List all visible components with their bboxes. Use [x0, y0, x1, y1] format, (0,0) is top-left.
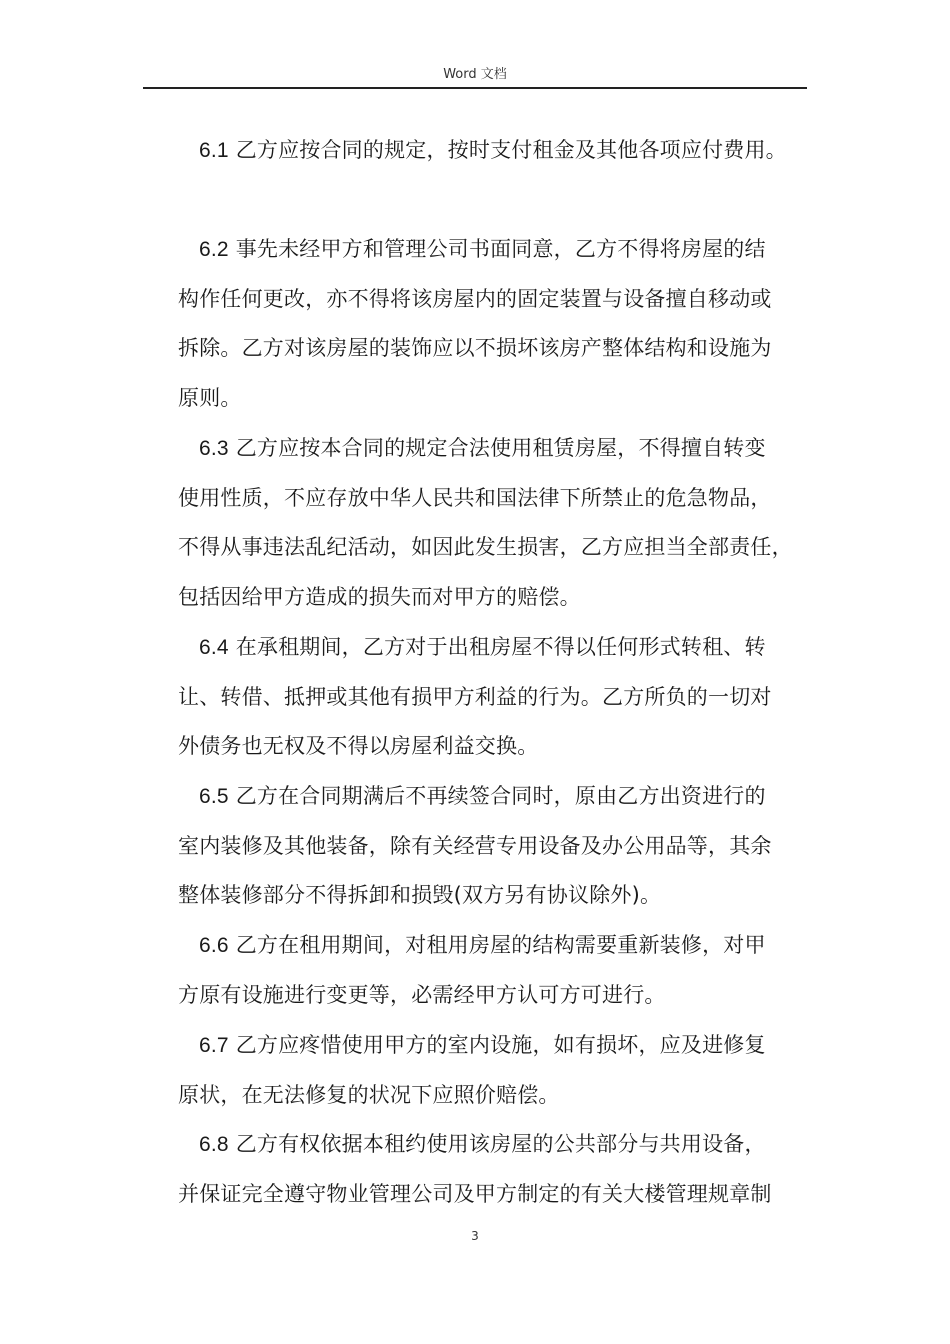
clause-number: 6.4: [199, 636, 229, 659]
clause-6-1: [178, 126, 838, 176]
clause-line: [178, 1120, 838, 1170]
clause-line: [178, 1021, 838, 1071]
clause-6-8: [178, 1120, 838, 1219]
clause-text: 事先未经甲方和管理公司书面同意，乙方不得将房屋的结: [235, 237, 766, 261]
clause-number: 6.6: [199, 934, 229, 957]
clause-line: 方原有设施进行变更等，必需经甲方认可方可进行。: [178, 982, 666, 1007]
clause-6-7: [178, 1021, 838, 1120]
clause-line: 不得从事违法乱纪活动，如因此发生损害，乙方应担当全部责任，: [178, 535, 793, 560]
clause-line: 室内装修及其他装备，除有关经营专用设备及办公用品等，其余: [178, 833, 772, 858]
clause-number: 6.1: [199, 139, 229, 162]
clause-text: 乙方应按合同的规定，按时支付租金及其他各项应付费用。: [235, 138, 787, 162]
page-number: 3: [471, 1229, 479, 1243]
clause-line: 包括因给甲方造成的损失而对甲方的赔偿。: [178, 584, 581, 609]
clause-6-6: [178, 921, 838, 1020]
clause-6-3: [178, 424, 838, 622]
clause-line: 构作任何更改，亦不得将该房屋内的固定装置与设备擅自移动或: [178, 286, 772, 311]
clause-line: 原状，在无法修复的状况下应照价赔偿。: [178, 1082, 560, 1107]
clause-number: 6.3: [199, 437, 229, 460]
clause-line: 外债务也无权及不得以房屋利益交换。: [178, 734, 539, 759]
clause-line: 让、转借、抵押或其他有损甲方利益的行为。乙方所负的一切对: [178, 684, 772, 709]
clause-line: [178, 126, 838, 176]
clause-text: 乙方有权依据本租约使用该房屋的公共部分与共用设备，: [235, 1132, 766, 1156]
clause-line: 并保证完全遵守物业管理公司及甲方制定的有关大楼管理规章制: [178, 1181, 772, 1206]
clause-text: 在承租期间，乙方对于出租房屋不得以任何形式转租、转: [235, 635, 766, 659]
clause-number: 6.2: [199, 238, 229, 261]
clause-line: [178, 225, 838, 275]
page-header: Word 文档: [443, 67, 507, 82]
clause-line: [178, 623, 838, 673]
clause-line: 拆除。乙方对该房屋的装饰应以不损坏该房产整体结构和设施为: [178, 336, 772, 361]
clause-text: 乙方应按本合同的规定合法使用租赁房屋，不得擅自转变: [235, 436, 766, 460]
clause-line: [178, 921, 838, 971]
clause-line: 使用性质，不应存放中华人民共和国法律下所禁止的危急物品，: [178, 485, 772, 510]
clause-line: 原则。: [178, 385, 242, 410]
clause-line: 整体装修部分不得拆卸和损毁(双方另有协议除外)。: [178, 883, 662, 908]
clause-6-2: [178, 225, 838, 423]
clause-number: 6.7: [199, 1034, 229, 1057]
clause-line: [178, 424, 838, 474]
clause-text: 乙方应疼惜使用甲方的室内设施，如有损坏，应及进修复: [235, 1033, 766, 1057]
clause-text: 乙方在合同期满后不再续签合同时，原由乙方出资进行的: [235, 784, 766, 808]
clause-line: [178, 772, 838, 822]
clause-number: 6.5: [199, 785, 229, 808]
clause-6-5: [178, 772, 838, 921]
clause-6-4: [178, 623, 838, 772]
clause-text: 乙方在租用期间，对租用房屋的结构需要重新装修，对甲: [235, 933, 766, 957]
clause-number: 6.8: [199, 1133, 229, 1156]
header-divider: [143, 87, 807, 89]
